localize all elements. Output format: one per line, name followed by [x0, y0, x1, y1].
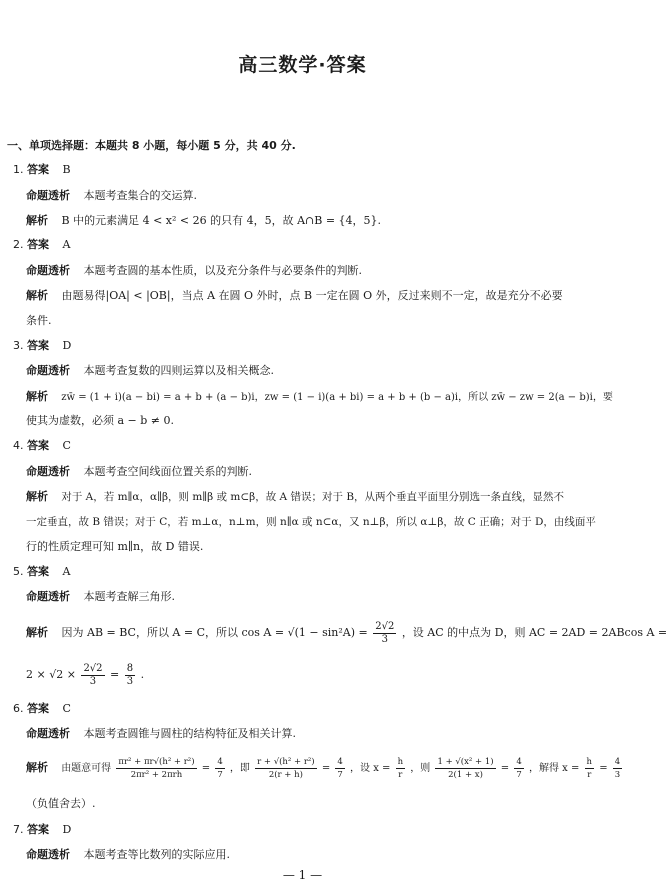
analysis-label: 解析 [26, 761, 48, 774]
intent-label: 命题透析 [26, 727, 70, 740]
q1-intent-row [26, 189, 197, 203]
q5-answer-row [13, 565, 70, 579]
q4-analysis-cont-2: 行的性质定理可知 m∥n，故 D 错误. [26, 540, 204, 553]
q6-analysis-row [26, 755, 624, 782]
q2-intent-row [26, 264, 362, 278]
q5-analysis-row [26, 620, 667, 646]
answer-label: 答案 [27, 439, 49, 452]
denominator: 2(1 + x) [448, 770, 483, 780]
denominator: 7 [337, 770, 343, 780]
denominator: 3 [614, 770, 621, 780]
q3-answer-row [13, 339, 71, 353]
answer-label: 答案 [27, 565, 49, 578]
analysis-label: 解析 [26, 289, 48, 302]
fraction [373, 621, 396, 646]
intent-label: 命题透析 [26, 590, 70, 603]
q4-analysis-cont-1: 一定垂直，故 B 错误；对于 C，若 m⊥α，n⊥m，则 n∥α 或 n⊂α，又 n⊥β，所以 α⊥β，故 C 正确；对于 D，由线面平 [26, 516, 596, 528]
numerator: 4 [217, 757, 223, 767]
denominator: 2(r + h) [268, 770, 303, 780]
denominator: r [398, 770, 403, 780]
q1-analysis-row [26, 214, 381, 228]
page-number: — 1 — [282, 868, 323, 882]
fraction [613, 756, 622, 781]
q1-answer-row [13, 163, 71, 177]
analysis-text: ，解得 x = [528, 763, 580, 774]
answer-value: C [62, 702, 71, 715]
analysis-text: ，设 x = [350, 763, 391, 774]
intent-label: 命题透析 [26, 848, 70, 861]
page-title: 高三数学·答案 [238, 54, 367, 76]
fraction [585, 756, 594, 781]
q3-intent-row [26, 364, 274, 378]
answer-value: B [62, 163, 71, 176]
numerator: r + √(h² + r²) [257, 757, 315, 767]
analysis-text: 由题意可得 [61, 763, 112, 774]
section-header: 一、单项选择题：本题共 8 小题，每小题 5 分，共 40 分. [7, 139, 296, 152]
analysis-text: 因为 AB = BC，所以 A = C，所以 cos A = √(1 − sin²A) = [61, 626, 368, 639]
analysis-label: 解析 [26, 626, 48, 639]
denominator: 3 [381, 633, 388, 645]
analysis-text: 对于 A，若 m∥α，α∥β，则 m∥β 或 m⊂β，故 A 错误；对于 B，从两个垂直平面里分别选一条直线，显然不 [61, 491, 565, 503]
intent-text: 本题考查解三角形. [83, 590, 175, 603]
denominator: 7 [516, 770, 522, 780]
fraction [335, 756, 344, 781]
answer-label: 答案 [27, 702, 49, 715]
analysis-label: 解析 [26, 490, 48, 503]
q2-analysis-row [26, 289, 563, 303]
equals-sign: = [599, 763, 608, 774]
q5-intent-row [26, 590, 175, 604]
numerator: 4 [337, 757, 343, 767]
question-number: 3. [13, 339, 24, 352]
fraction [255, 756, 317, 781]
analysis-text: zw̄ = (1 + i)(a − bi) = a + b + (a − b)i，zw = (1 − i)(a + bi) = a + b + (b − a)i，所以 zw̄ − zw = 2(a − b)i，要 [61, 392, 613, 403]
equals-sign: = [500, 763, 510, 774]
intent-text: 本题考查空间线面位置关系的判断. [83, 465, 252, 478]
answer-value: D [62, 339, 72, 352]
q2-answer-row [13, 238, 70, 252]
analysis-label: 解析 [26, 390, 48, 403]
q7-answer-row [13, 823, 71, 837]
q4-answer-row [13, 439, 71, 453]
numerator: 8 [126, 662, 134, 674]
intent-text: 本题考查等比数列的实际应用. [83, 848, 230, 861]
intent-text: 本题考查圆的基本性质，以及充分条件与必要条件的判断. [83, 264, 362, 277]
q7-intent-row [26, 848, 230, 862]
denominator: 3 [89, 675, 97, 687]
numerator: πr² + πr√(h² + r²) [118, 757, 195, 767]
equals-sign: = [321, 763, 331, 774]
analysis-label: 解析 [26, 214, 48, 227]
answer-value: D [62, 823, 72, 836]
denominator: 2πr² + 2πrh [130, 770, 183, 780]
question-number: 7. [13, 823, 24, 836]
fraction [396, 756, 405, 781]
answer-label: 答案 [27, 823, 49, 836]
numerator: 1 + √(x² + 1) [437, 757, 494, 767]
q4-intent-row [26, 465, 252, 479]
question-number: 6. [13, 702, 24, 715]
analysis-text: ，即 [229, 763, 250, 774]
answer-value: A [62, 565, 71, 578]
numerator: 2√2 [375, 620, 395, 632]
fraction [215, 756, 224, 781]
fraction [514, 756, 523, 781]
intent-label: 命题透析 [26, 364, 70, 377]
numerator: 4 [516, 757, 522, 767]
equals-sign: = [201, 763, 211, 774]
numerator: 2√2 [83, 662, 103, 674]
numerator: h [397, 757, 404, 767]
analysis-text: = [110, 668, 120, 681]
denominator: 7 [217, 770, 223, 780]
denominator: 3 [126, 675, 134, 687]
answer-label: 答案 [27, 238, 49, 251]
q3-analysis-row [26, 390, 613, 405]
answer-value: C [62, 439, 71, 452]
numerator: 4 [614, 757, 621, 767]
answer-label: 答案 [27, 163, 49, 176]
question-number: 2. [13, 238, 24, 251]
q2-analysis-cont: 条件. [26, 314, 52, 327]
answer-label: 答案 [27, 339, 49, 352]
intent-text: 本题考查圆锥与圆柱的结构特征及相关计算. [83, 727, 296, 740]
denominator: r [587, 770, 592, 780]
fraction [125, 663, 135, 688]
analysis-text: ，设 AC 的中点为 D，则 AC = 2AD = 2ABcos A = [401, 626, 667, 639]
q3-analysis-cont: 使其为虚数，必须 a − b ≠ 0. [26, 414, 175, 427]
question-number: 1. [13, 163, 24, 176]
intent-text: 本题考查集合的交运算. [83, 189, 197, 202]
q6-intent-row [26, 727, 296, 741]
numerator: h [586, 757, 593, 767]
intent-text: 本题考查复数的四则运算以及相关概念. [83, 364, 274, 377]
q5-analysis-cont [26, 662, 144, 688]
fraction [435, 756, 495, 781]
analysis-text: . [140, 668, 145, 681]
question-number: 4. [13, 439, 24, 452]
answer-value: A [62, 238, 71, 251]
analysis-text: ，则 [410, 763, 431, 774]
analysis-text: 2 × √2 × [26, 668, 76, 681]
q6-analysis-cont: （负值舍去）. [26, 797, 96, 810]
fraction [81, 663, 104, 688]
q6-answer-row [13, 702, 71, 716]
analysis-text: 由题易得|OA| < |OB|，当点 A 在圆 O 外时，点 B 一定在圆 O 外，反过来则不一定，故是充分不必要 [61, 289, 563, 302]
intent-label: 命题透析 [26, 465, 70, 478]
question-number: 5. [13, 565, 24, 578]
fraction [116, 756, 196, 781]
intent-label: 命题透析 [26, 264, 70, 277]
intent-label: 命题透析 [26, 189, 70, 202]
q4-analysis-row [26, 490, 564, 504]
analysis-text: B 中的元素满足 4 < x² < 26 的只有 4，5，故 A∩B = {4，5}. [61, 214, 382, 227]
